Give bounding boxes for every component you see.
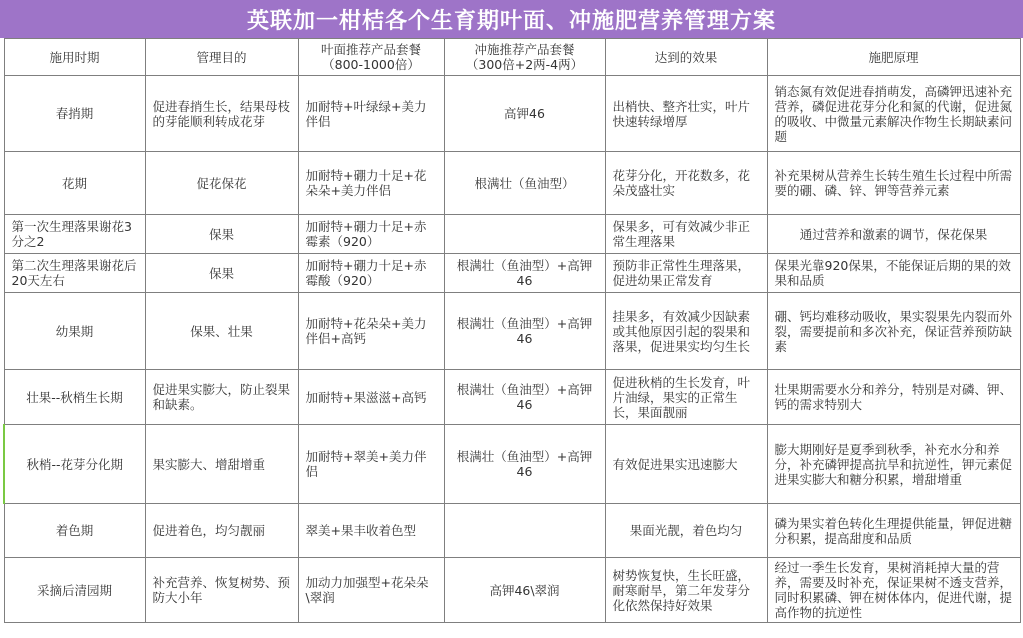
cell-stage: 壮果--秋梢生长期 bbox=[4, 370, 145, 425]
cell-purpose: 保果、壮果 bbox=[145, 293, 298, 370]
cell-foliar: 加耐特+硼力十足+赤霉素（920） bbox=[298, 215, 444, 254]
cell-flush: 根满壮（鱼油型）+高钾46 bbox=[444, 425, 605, 504]
header-principle: 施肥原理 bbox=[767, 39, 1020, 76]
page-title: 英联加一柑桔各个生育期叶面、冲施肥营养管理方案 bbox=[246, 7, 776, 34]
header-flush-line2: （300倍+2两-4两） bbox=[465, 57, 584, 72]
table-row bbox=[4, 76, 1020, 152]
title-banner bbox=[0, 0, 1023, 38]
header-foliar-line2: （800-1000倍） bbox=[322, 57, 420, 72]
cell-flush: 根满壮（鱼油型） bbox=[444, 152, 605, 215]
header-foliar-line1: 叶面推荐产品套餐 bbox=[320, 42, 421, 57]
cell-purpose: 促进春捎生长，结果母枝的芽能顺利转成花芽 bbox=[145, 76, 298, 152]
cell-stage: 春捎期 bbox=[4, 76, 145, 152]
cell-purpose: 促进果实膨大，防止裂果和缺素。 bbox=[145, 370, 298, 425]
header-foliar bbox=[298, 39, 444, 76]
cell-stage: 花期 bbox=[4, 152, 145, 215]
table-row bbox=[4, 504, 1020, 558]
cell-foliar: 翠美+果丰收着色型 bbox=[298, 504, 444, 558]
cell-flush bbox=[444, 504, 605, 558]
table-row bbox=[4, 558, 1020, 623]
cell-principle: 经过一季生长发育，果树消耗掉大量的营养，需要及时补充，保证果树不透支营养，同时积累磷、钾在树体体内，促进代谢，提高作物的抗逆性 bbox=[767, 558, 1020, 623]
cell-flush: 根满壮（鱼油型）+高钾46 bbox=[444, 293, 605, 370]
cell-foliar: 加耐特+硼力十足+花朵朵+美力伴侣 bbox=[298, 152, 444, 215]
cell-purpose: 保果 bbox=[145, 254, 298, 293]
cell-purpose: 促花保花 bbox=[145, 152, 298, 215]
cell-stage: 着色期 bbox=[4, 504, 145, 558]
cell-stage: 第二次生理落果谢花后20天左右 bbox=[4, 254, 145, 293]
cell-foliar: 加耐特+花朵朵+美力伴侣+高钙 bbox=[298, 293, 444, 370]
table-row bbox=[4, 254, 1020, 293]
cell-foliar: 加耐特+果滋滋+高钙 bbox=[298, 370, 444, 425]
table-row bbox=[4, 293, 1020, 370]
cell-flush: 高钾46\翠润 bbox=[444, 558, 605, 623]
cell-foliar: 加动力加强型+花朵朵\翠润 bbox=[298, 558, 444, 623]
cell-purpose: 补充营养、恢复树势、预防大小年 bbox=[145, 558, 298, 623]
cell-principle: 膨大期刚好是夏季到秋季，补充水分和养分，补充磷钾提高抗旱和抗逆性，钾元素促进果实膨大和糖分积累，增甜增重 bbox=[767, 425, 1020, 504]
cell-purpose: 促进着色，均匀靓丽 bbox=[145, 504, 298, 558]
cell-effect: 出梢快、整齐壮实，叶片快速转绿增厚 bbox=[605, 76, 767, 152]
cell-effect: 果面光靓，着色均匀 bbox=[605, 504, 767, 558]
header-stage: 施用时期 bbox=[4, 39, 145, 76]
cell-principle: 通过营养和激素的调节，保花保果 bbox=[767, 215, 1020, 254]
table-row bbox=[4, 425, 1020, 504]
cell-principle: 壮果期需要水分和养分，特别是对磷、钾、钙的需求特别大 bbox=[767, 370, 1020, 425]
cell-flush: 高钾46 bbox=[444, 76, 605, 152]
cell-foliar: 加耐特+硼力十足+赤霉酸（920） bbox=[298, 254, 444, 293]
table-row bbox=[4, 152, 1020, 215]
header-effect: 达到的效果 bbox=[605, 39, 767, 76]
cell-flush: 根满壮（鱼油型）+高钾46 bbox=[444, 254, 605, 293]
header-flush-line1: 冲施推荐产品套餐 bbox=[474, 42, 575, 57]
cell-stage: 第一次生理落果谢花3分之2 bbox=[4, 215, 145, 254]
cell-effect: 花芽分化，开花数多，花朵茂盛壮实 bbox=[605, 152, 767, 215]
cell-foliar: 加耐特+叶绿绿+美力伴侣 bbox=[298, 76, 444, 152]
cell-stage: 幼果期 bbox=[4, 293, 145, 370]
table-row bbox=[4, 370, 1020, 425]
cell-stage: 秋梢--花芽分化期 bbox=[4, 425, 145, 504]
cell-principle: 硼、钙均难移动吸收，果实裂果先内裂而外裂，需要提前和多次补充，保证营养预防缺素 bbox=[767, 293, 1020, 370]
cell-effect: 促进秋梢的生长发育，叶片油绿，果实的正常生长，果面靓丽 bbox=[605, 370, 767, 425]
cell-flush bbox=[444, 215, 605, 254]
cell-principle: 销态氮有效促进春捎萌发，高磷钾迅速补充营养，磷促进花芽分化和氮的代谢，促进氮的吸收、中微量元素解决作物生长期缺素问题 bbox=[767, 76, 1020, 152]
cell-stage: 采摘后清园期 bbox=[4, 558, 145, 623]
header-purpose: 管理目的 bbox=[145, 39, 298, 76]
cell-principle: 磷为果实着色转化生理提供能量，钾促进糖分积累，提高甜度和品质 bbox=[767, 504, 1020, 558]
nutrition-plan-table bbox=[3, 38, 1021, 623]
cell-purpose: 果实膨大、增甜增重 bbox=[145, 425, 298, 504]
cell-effect: 挂果多，有效减少因缺素或其他原因引起的裂果和落果，促进果实均匀生长 bbox=[605, 293, 767, 370]
cell-foliar: 加耐特+翠美+美力伴侣 bbox=[298, 425, 444, 504]
cell-effect: 保果多，可有效减少非正常生理落果 bbox=[605, 215, 767, 254]
cell-principle: 补充果树从营养生长转生殖生长过程中所需要的硼、磷、锌、钾等营养元素 bbox=[767, 152, 1020, 215]
table-header-row bbox=[4, 39, 1020, 76]
header-flush bbox=[444, 39, 605, 76]
table-row bbox=[4, 215, 1020, 254]
cell-effect: 树势恢复快，生长旺盛，耐寒耐旱，第二年发芽分化依然保持好效果 bbox=[605, 558, 767, 623]
cell-effect: 有效促进果实迅速膨大 bbox=[605, 425, 767, 504]
cell-flush: 根满壮（鱼油型）+高钾46 bbox=[444, 370, 605, 425]
cell-effect: 预防非正常性生理落果，促进幼果正常发育 bbox=[605, 254, 767, 293]
cell-purpose: 保果 bbox=[145, 215, 298, 254]
cell-principle: 保果光靠920保果，不能保证后期的果的效果和品质 bbox=[767, 254, 1020, 293]
